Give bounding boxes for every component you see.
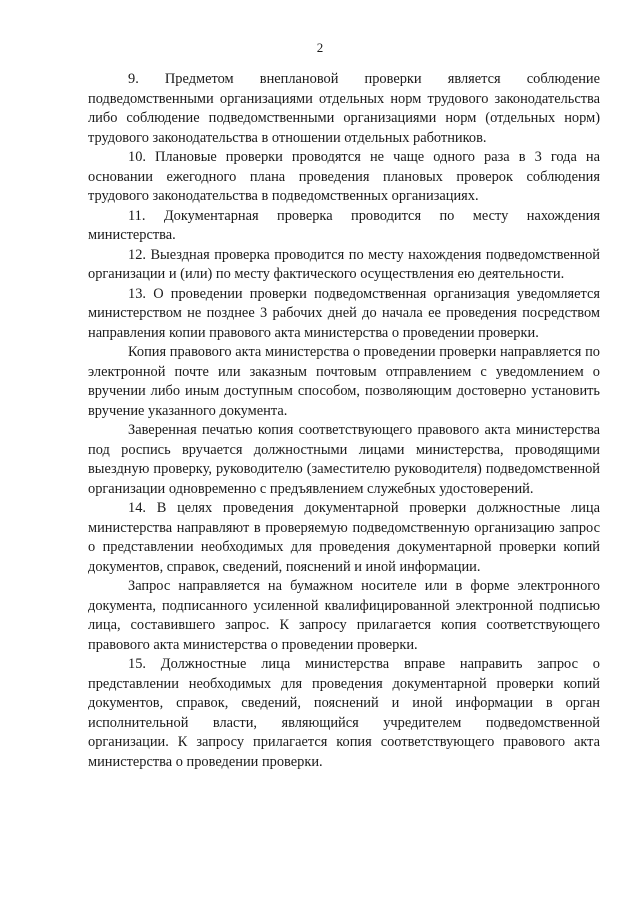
paragraph-14-request-form: Запрос направляется на бумажном носителе или в форме электронного документа, подписанного усиленной квалифицированной электронной подписью лица, составившего запрос. К запросу прилагается копия соответствующего правового акта министерства о проведении проверки. [88,578,600,653]
paragraph-9: 9. Предметом внеплановой проверки является соблюдение подведомственными организациями отдельных норм трудового законодательства либо соблюдение подведомственными организациями норм (отдельных норм) трудового законодательства в отношении отдельных работников. [88,71,600,146]
paragraph-11: 11. Документарная проверка проводится по месту нахождения министерства. [88,207,600,243]
paragraph-13: 13. О проведении проверки подведомственная организация уведомляется министерством не позднее 3 рабочих дней до начала ее проведения посредством направления копии правового акта министерства о проведении проверки. [88,285,600,341]
paragraph-14: 14. В целях проведения документарной проверки должностные лица министерства направляют в проверяемую подведомственную организацию запрос о представлении необходимых для проведения документарной проверки копий документов, справок, сведений, пояснений и иной информации. [88,500,600,575]
paragraph-13-certified-copy: Заверенная печатью копия соответствующего правового акта министерства под роспись вручается должностными лицами министерства, проводящими выездную проверку, руководителю (заместителю руководителя) подведомственной организации одновременно с предъявлением служебных удостоверений. [88,422,600,497]
paragraph-12: 12. Выездная проверка проводится по месту нахождения подведомственной организации и (или) по месту фактического осуществления ею деятельности. [88,246,600,282]
paragraph-15: 15. Должностные лица министерства вправе направить запрос о представлении необходимых для проведения документарной проверки копий документов, справок, сведений, пояснений и иной информации в орган исполнительной власти, являющийся учредителем подведомственной организации. К запросу прилагается копия соответствующего правового акта министерства о проведении проверки. [88,656,600,770]
page-number: 2 [316,40,324,55]
paragraph-13-copy-delivery: Копия правового акта министерства о проведении проверки направляется по электронной почте или заказным почтовым отправлением с уведомлением о вручении либо иным доступным способом, позволяющим достоверно установить вручение указанного документа. [88,344,600,419]
document-body [88,70,600,772]
paragraph-10: 10. Плановые проверки проводятся не чаще одного раза в 3 года на основании ежегодного плана проведения плановых проверок соблюдения трудового законодательства в подведомственных организациях. [88,149,600,204]
